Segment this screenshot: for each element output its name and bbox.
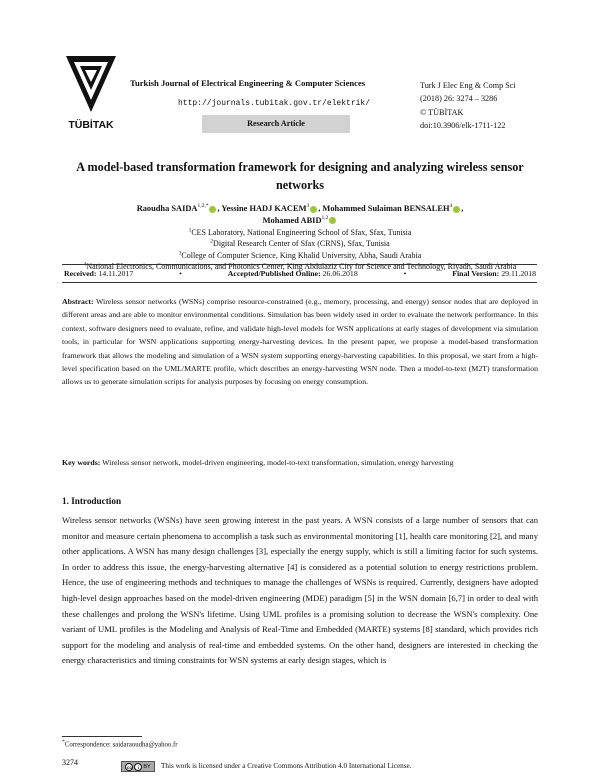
intro-paragraph: Wireless sensor networks (WSNs) have seen growing interest in the past years. A WSN consists of a large number of sensors that can monitor and measure certain phenomena to accomplish a task such as environmental monitoring [1], health care monitoring [2], and many other applications. A WSN has many design challenges [3], especially the energy supply, which is still a limiting factor for such systems. In order to address this issue, the energy-harvesting alternative [4] is considered as a potential solution to energy restrictions problem. Hence, the use of engineering methods and techniques to manage the challenges of WSNs is required. Currently, designers have adopted high-level design approaches based on the model-driven engineering (MDE) paradigm [5] in the WSN domain [6,7] in order to deal with these challenges and prolong the WSN's lifetime. Using UML profiles is a promising solution to decrease the WSN's complexity. One variant of UML profiles is the Modeling and Analysis of Real-Time and Embedded (MARTE) systems [8] standard, which provides rich support for the modeling and analysis of real-time and embedded systems. On the other hand, designers are interested in checking the energy characteristics and timing constraints for WSN systems at early design stages, which is	[62, 515, 538, 666]
keywords-label: Key words:	[62, 458, 101, 467]
cc-icon: cc	[126, 764, 132, 770]
abstract	[62, 295, 538, 389]
abstract-label: Abstract:	[62, 297, 94, 306]
tubitak-logo	[62, 52, 120, 134]
tubitak-logo-text: TÜBİTAK	[68, 119, 114, 131]
affiliation: $^3$College of Computer Science, King Khalid University, Abha, Saudi Arabia	[178, 249, 422, 260]
author-sup: 1,2	[321, 214, 329, 221]
affiliation-list	[60, 227, 540, 272]
journal-url-link[interactable]: http://journals.tubitak.gov.tr/elektrik/	[178, 99, 371, 108]
orcid-icon[interactable]	[453, 206, 460, 213]
author-sup: 4	[449, 203, 453, 210]
author-name: Mohammed Sulaiman BENSALEH	[322, 204, 450, 213]
page-number: 3274	[62, 758, 78, 767]
citation-doi[interactable]: doi:10.3906/elk-1711-122	[420, 121, 506, 131]
citation-copyright: © TÜBİTAK	[420, 107, 464, 117]
divider	[62, 282, 537, 283]
paper-title: A model-based transformation framework for designing and analyzing wireless sensor networks	[76, 160, 524, 192]
author-sup: 1,2,*	[197, 203, 209, 210]
section-heading: 1. Introduction	[62, 496, 122, 506]
article-type-badge: Research Article	[202, 115, 350, 133]
license-text: This work is licensed under a Creative Commons Attribution 4.0 International License.	[161, 762, 412, 770]
author-name: Yessine HADJ KACEM	[221, 204, 307, 213]
date-separator: •	[403, 269, 407, 278]
affiliation: $^2$Digital Research Center of Sfax (CRNS), Sfax, Tunisia	[210, 238, 390, 249]
orcid-icon[interactable]	[310, 206, 317, 213]
cc-badge-label: BY	[143, 763, 151, 770]
correspondence-footnote: *Correspondence: saidaraoudha@yahoo.fr	[62, 739, 178, 749]
affiliation: $^1$CES Laboratory, National Engineering School of Sfax, Sfax, Tunisia	[188, 227, 412, 237]
cc-license-badge[interactable]	[121, 761, 155, 772]
keywords-text: Wireless sensor network, model-driven engineering, model-to-text transformation, simulation, energy harvesting	[102, 458, 454, 467]
citation-block	[420, 79, 516, 133]
accepted-date: Accepted/Published Online: 26.06.2018	[227, 269, 358, 278]
final-date: Final Version: 29.11.2018	[452, 269, 536, 278]
orcid-icon[interactable]	[329, 217, 336, 224]
author-list: Raoudha $SAIDA^{1,2,*}$ , Yessine HADJ KACEM$^3$ , Mohammed Sulaiman BENSALEH$^4$ , Mohamed ABID$^{1,2}$	[136, 203, 464, 225]
citation-volume: (2018) 26: 3274 – 3286	[420, 94, 498, 104]
author-sup: 3	[306, 203, 310, 210]
person-icon: i	[134, 763, 142, 771]
author-name: Mohamed ABID	[262, 215, 322, 225]
citation-journal: Turk J Elec Eng & Comp Sci	[420, 81, 516, 90]
abstract-text: Wireless sensor networks (WSNs) comprise resource-constrained (e.g., memory, processing, and energy) sensor nodes that are deployed in different areas and are able to monitor environmental conditions. Simulation has been widely used in order to evaluate the network performance. In this context, software designers need to evaluate, refine, and validate high-level models for WSN applications at early stages of development via simulation tools, in particular for WSN applications supporting energy-harvesting devices. In the present paper, we propose a model-based transformation framework that allows the modeling and simulation of a WSN system supporting energy-harvesting capabilities. In this proposal, we start from a high-level specification based on the UML/MARTE profile, which describes an energy-harvesting WSN node. Then a model-to-text (M2T) transformation allows us to generate simulation scripts for analysis purposes by focusing on energy consumption.	[62, 297, 539, 387]
date-separator: •	[179, 269, 182, 278]
dates-row	[64, 269, 536, 278]
journal-name: Turkish Journal of Electrical Engineering & Computer Sciences	[130, 78, 366, 88]
footnote-divider	[62, 736, 142, 737]
author-name: Raoudha SAIDA	[136, 204, 198, 213]
correspondence-email[interactable]: saidaraoudha@yahoo.fr	[112, 741, 178, 749]
orcid-icon[interactable]	[209, 206, 216, 213]
affiliation: $^4$National Electronics, Communications, and Photonics Center, King Abdulaziz City for Science and Technology, Riyadh, Saudi Arabia	[83, 261, 517, 271]
keywords	[62, 456, 538, 469]
divider	[62, 264, 537, 265]
received-date: Received: 14.11.2017	[64, 269, 134, 278]
